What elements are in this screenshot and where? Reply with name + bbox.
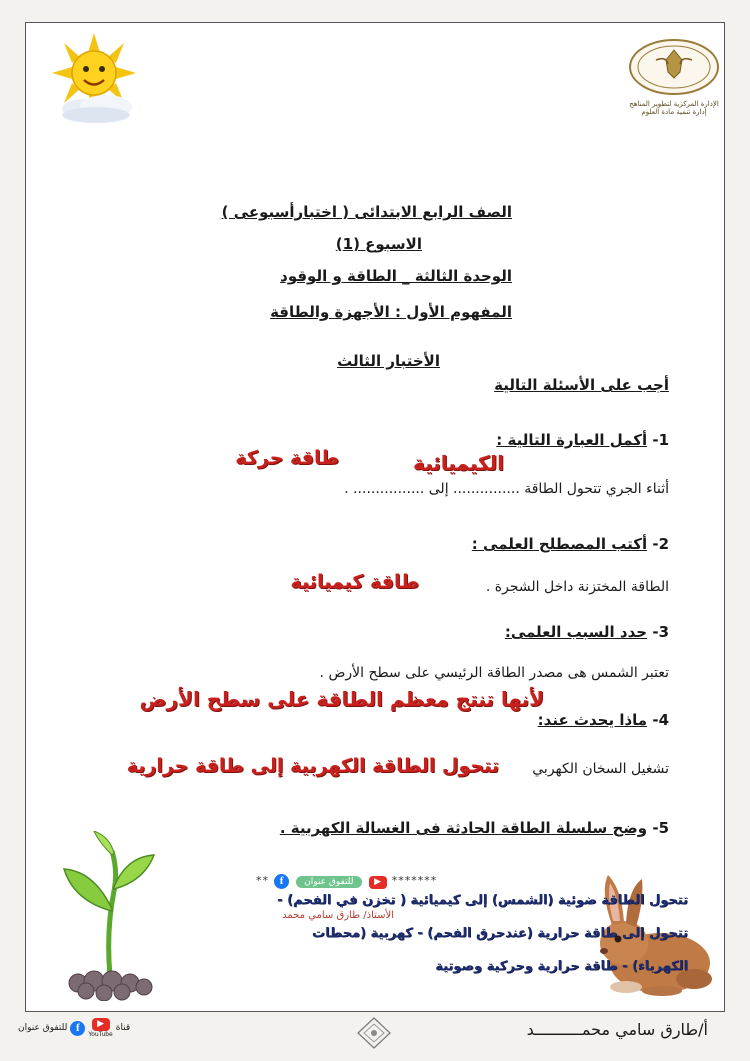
question-3-answer: لأنها تنتج معظم الطاقة على سطح الأرض: [139, 687, 544, 711]
footer-author: أ/طارق سامي محمــــــــــد: [526, 1020, 708, 1039]
question-5-heading: وضح سلسلة الطاقة الحادثة فى الغسالة الكهربية .: [279, 819, 648, 837]
answer-box-line-3: الكهرباء) - طاقة حرارية وحركية وصوتية: [435, 959, 688, 974]
instructions: أجب على الأسئلة التالية: [494, 376, 669, 394]
footer-channel-label: قناة: [115, 1023, 131, 1033]
question-2-number: 2-: [652, 535, 669, 553]
question-2-statement: الطاقة المختزنة داخل الشجرة .: [485, 579, 669, 595]
footer-channel: [18, 1018, 130, 1038]
question-1-answer-2: طاقة حركة: [235, 447, 339, 469]
question-4-answer: تتحول الطاقة الكهربية إلى طاقة حرارية: [126, 755, 499, 777]
question-1-heading: أكمل العبارة التالية :: [496, 431, 648, 449]
stars-right: *******: [391, 874, 438, 887]
youtube-badge: [88, 1018, 112, 1038]
plant-sprout-icon: [54, 831, 159, 1001]
week-title: الاسبوع (1): [335, 235, 422, 253]
question-4-title: [538, 711, 669, 729]
channel-badge: للتفوق عنوان: [296, 876, 361, 888]
worksheet-page: [25, 22, 725, 1012]
grade-title: الصف الرابع الابتدائى ( اختبارأسبوعى ): [221, 203, 512, 221]
ornament-icon: [355, 1016, 393, 1050]
sun-cloud-icon: [44, 31, 144, 131]
question-3-heading: حدد السبب العلمى:: [504, 623, 648, 641]
test-title: الأختبار الثالث: [337, 352, 440, 370]
question-3-title: [505, 623, 669, 641]
question-5-title: [280, 819, 669, 837]
ministry-line-1: الإدارة المركزية لتطوير المناهج: [629, 100, 719, 108]
youtube-icon: ▶: [369, 876, 387, 889]
footer-channel-name: للتفوق عنوان: [18, 1023, 68, 1033]
ministry-logo: [626, 38, 722, 118]
question-5-number: 5-: [652, 819, 669, 837]
question-3-statement: تعتبر الشمس هى مصدر الطاقة الرئيسي على سطح الأرض .: [319, 665, 669, 681]
concept-title: المفهوم الأول : الأجهزة والطاقة: [270, 303, 512, 321]
stars-left: **: [256, 874, 269, 887]
unit-title: الوحدة الثالثة _ الطاقة و الوقود: [280, 267, 512, 285]
question-1-title: [496, 431, 669, 449]
question-4-heading: ماذا يحدث عند:: [537, 711, 648, 729]
answer-box-credit: الأستاذ/ طارق سامي محمد: [282, 910, 394, 921]
question-1-number: 1-: [652, 431, 669, 449]
ministry-line-2: إدارة تنمية مادة العلوم: [641, 108, 707, 116]
question-3-number: 3-: [652, 623, 669, 641]
youtube-icon: ▶: [92, 1018, 110, 1031]
answer-box-line-1: تتحول الطاقة ضوئية (الشمس) إلى كيميائية ( تخزن في الفحم) -: [277, 893, 688, 908]
question-1-statement: أثناء الجري تتحول الطاقة ............... إلى ................ .: [344, 481, 669, 497]
question-2-answer: طاقة كيميائية: [290, 571, 419, 593]
question-2-title: [472, 535, 669, 553]
question-4-statement: تشغيل السخان الكهربي: [532, 761, 669, 777]
ministry-seal-icon: [626, 38, 722, 96]
question-4-number: 4-: [652, 711, 669, 729]
facebook-icon: f: [274, 874, 289, 889]
channel-row: [256, 869, 437, 889]
question-1-answer-1: الكيميائية: [412, 451, 504, 475]
facebook-icon: f: [70, 1021, 85, 1036]
youtube-label: YouTube: [88, 1031, 113, 1038]
question-2-heading: أكتب المصطلح العلمى :: [471, 535, 648, 553]
answer-box-line-2: تتحول إلى طاقة حرارية (عندحرق الفحم) - كهربية (محطات: [312, 926, 688, 941]
